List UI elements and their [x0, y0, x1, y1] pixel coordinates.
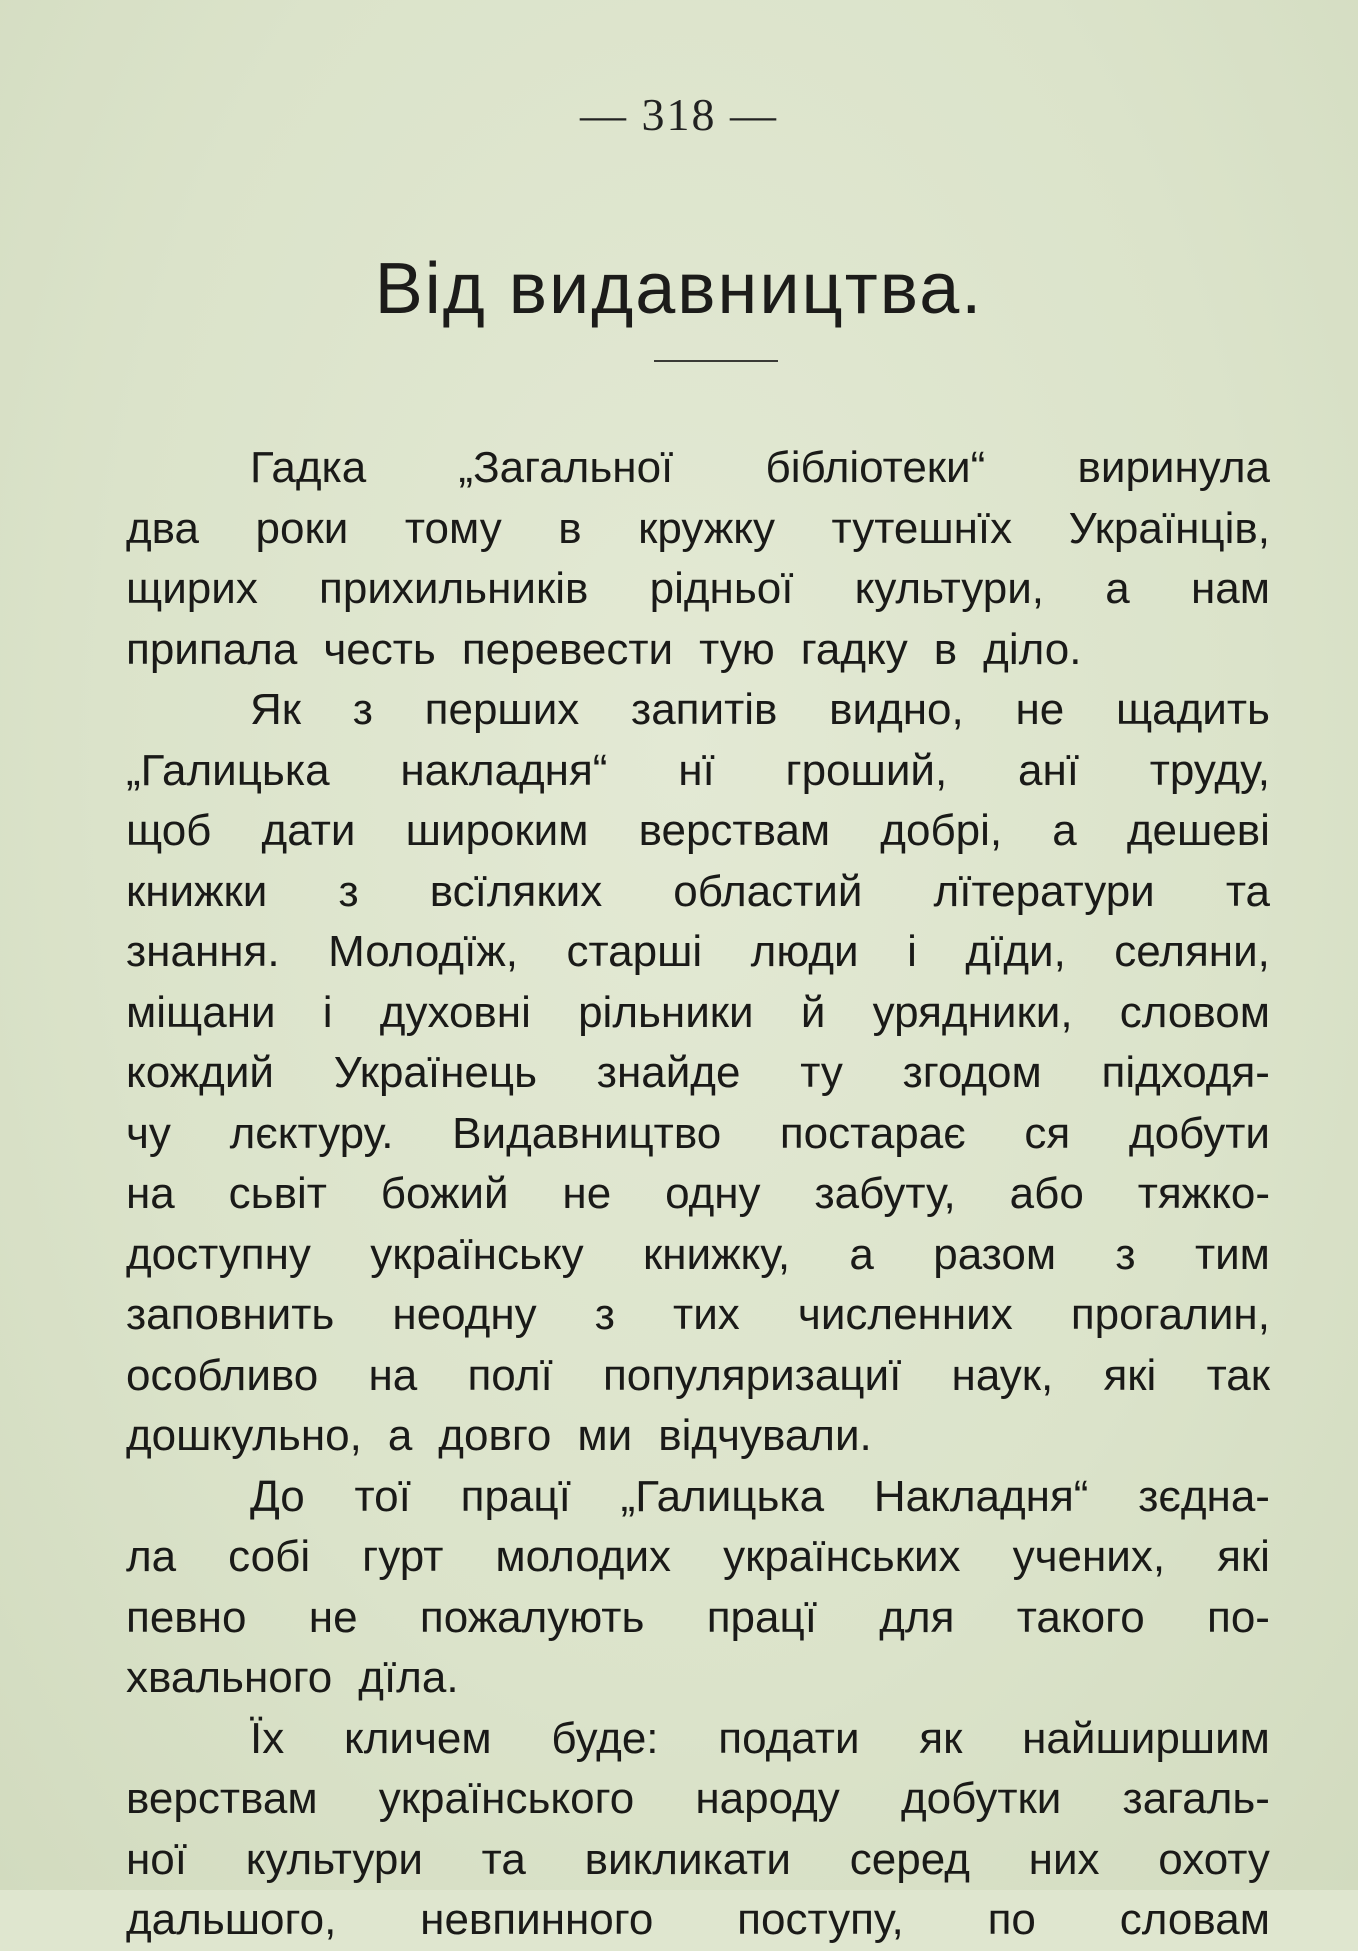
text-line [126, 1830, 1270, 1891]
word: старші [566, 927, 703, 976]
word: певно [126, 1592, 247, 1642]
word: діло. [983, 624, 1082, 674]
text-line [126, 559, 1270, 620]
word: на [126, 1169, 175, 1218]
word: так [1206, 1350, 1270, 1400]
word: охоту [1158, 1834, 1270, 1884]
word: а [1052, 806, 1077, 855]
word: „Загальної [458, 443, 674, 492]
word: прихильників [319, 564, 589, 613]
word: та [481, 1834, 526, 1884]
word: „Галицька [620, 1471, 825, 1521]
word: молодих [495, 1532, 672, 1581]
text-line [126, 1527, 1270, 1588]
word: щирих [126, 564, 258, 613]
word: нам [1190, 564, 1270, 613]
text-line [126, 1043, 1270, 1104]
word: лєктуру. [229, 1108, 394, 1158]
word: разом [933, 1229, 1057, 1279]
word: широким [405, 806, 589, 855]
text-line [126, 1890, 1270, 1951]
word: заповнить [126, 1290, 335, 1339]
text-line [126, 1648, 1270, 1709]
word: Молодїж, [328, 927, 518, 976]
word: труду, [1149, 745, 1270, 795]
word: Накладня“ [873, 1471, 1089, 1521]
word: всїляких [429, 866, 603, 916]
word: честь [323, 624, 436, 674]
word: люди [750, 927, 859, 976]
word: і [322, 987, 333, 1037]
word: популяризациї [602, 1350, 902, 1400]
word: добрі, [880, 806, 1003, 855]
word: працї [460, 1471, 571, 1521]
text-line [126, 620, 1270, 681]
word: з [338, 866, 359, 916]
word: для [879, 1592, 955, 1642]
word: До [250, 1471, 305, 1521]
word: в [933, 624, 958, 674]
word: українського [378, 1774, 635, 1823]
word: культури, [854, 564, 1045, 613]
word: тую [699, 624, 775, 674]
text-line [126, 680, 1270, 741]
word: тяжко- [1137, 1169, 1270, 1218]
word: буде: [551, 1713, 659, 1763]
word: учених, [1012, 1532, 1166, 1581]
word: культури [245, 1834, 423, 1884]
title-divider [654, 360, 778, 362]
word: довго [438, 1411, 552, 1460]
word: книжки [126, 866, 268, 916]
word: них [1028, 1834, 1100, 1884]
word: з [352, 685, 373, 734]
text-line [126, 499, 1270, 560]
word: Як [250, 685, 302, 734]
word: Їх [250, 1713, 285, 1763]
word: Українець [333, 1048, 538, 1097]
word: тутешнїх [831, 503, 1013, 553]
word: знання. [126, 927, 280, 976]
word: дати [261, 806, 356, 855]
text-line [126, 1588, 1270, 1649]
word: селяни, [1114, 927, 1270, 976]
text-line [126, 741, 1270, 802]
word: щоб [126, 806, 212, 855]
word: областий [673, 866, 863, 916]
word: виринула [1077, 443, 1270, 492]
word: урядники, [872, 987, 1073, 1037]
word: Гадка [250, 443, 367, 492]
word: не [1015, 685, 1065, 734]
text-line [126, 438, 1270, 499]
word: ми [577, 1411, 633, 1460]
word: дешеві [1126, 806, 1270, 855]
word: дальшого, [126, 1895, 337, 1944]
word: не [308, 1592, 358, 1642]
word: пожалують [419, 1592, 645, 1642]
word: та [1225, 866, 1270, 916]
text-line [126, 801, 1270, 862]
word: ної [126, 1834, 187, 1884]
text-line [126, 1406, 1270, 1467]
word: два [126, 503, 200, 553]
text-line [126, 922, 1270, 983]
word: божий [380, 1169, 509, 1218]
text-line [126, 1346, 1270, 1407]
word: щадить [1115, 685, 1270, 734]
word: народу [695, 1774, 840, 1823]
word: згодом [902, 1048, 1042, 1097]
word: зєдна- [1138, 1471, 1270, 1521]
word: рідньої [649, 564, 794, 613]
word: кождий [126, 1048, 274, 1097]
word: добутки [900, 1774, 1062, 1823]
word: Видавництво [452, 1108, 722, 1158]
text-line [126, 1104, 1270, 1165]
text-line [126, 1225, 1270, 1286]
word: припала [126, 624, 298, 674]
word: тої [354, 1471, 411, 1521]
text-line [126, 1285, 1270, 1346]
word: доступну [126, 1229, 311, 1279]
word: постарає [779, 1108, 966, 1158]
word: рільники [578, 987, 754, 1037]
word: поступу, [737, 1895, 904, 1944]
text-line [126, 1769, 1270, 1830]
word: знайде [596, 1048, 741, 1097]
word: ту [800, 1048, 843, 1097]
word: нї [678, 745, 715, 795]
word: підходя- [1101, 1048, 1270, 1097]
word: запитів [631, 685, 778, 734]
word: гроший, [785, 745, 948, 795]
word: працї [706, 1592, 817, 1642]
word: або [1009, 1169, 1084, 1218]
word: анї [1017, 745, 1079, 795]
word: найширшим [1022, 1713, 1270, 1763]
word: ла [126, 1532, 177, 1581]
word: полї [467, 1350, 553, 1400]
word: відчували. [658, 1411, 872, 1460]
word: дошкульно, [126, 1411, 362, 1460]
word: по- [1207, 1592, 1270, 1642]
word: кружку [638, 503, 776, 553]
text-line [126, 862, 1270, 923]
word: і [907, 927, 917, 976]
word: духовні [379, 987, 531, 1037]
word: не [562, 1169, 612, 1218]
word: лїтератури [933, 866, 1155, 916]
word: по [987, 1895, 1036, 1944]
word: роки [255, 503, 349, 553]
word: такого [1016, 1592, 1145, 1642]
word: міщани [126, 987, 276, 1037]
word: чу [126, 1108, 171, 1158]
word: „Галицька [126, 745, 330, 795]
word: книжку, [642, 1229, 791, 1279]
word: українську [370, 1229, 584, 1279]
word: а [387, 1411, 413, 1460]
word: наук, [951, 1350, 1054, 1400]
word: гадку [800, 624, 908, 674]
word: собі [228, 1532, 311, 1581]
word: як [919, 1713, 963, 1763]
word: загаль- [1122, 1774, 1270, 1823]
word: з [594, 1290, 615, 1339]
body-text [126, 438, 1270, 1951]
word: які [1217, 1532, 1270, 1581]
word: хвального [126, 1653, 333, 1702]
word: прогалин, [1070, 1290, 1270, 1339]
word: ся [1024, 1108, 1071, 1158]
word: словом [1119, 987, 1270, 1037]
word: й [800, 987, 826, 1037]
word: видно, [829, 685, 964, 734]
text-line [126, 1467, 1270, 1528]
word: накладня“ [400, 745, 608, 795]
text-line [126, 983, 1270, 1044]
word: словам [1119, 1895, 1270, 1944]
word: серед [849, 1834, 970, 1884]
word: неодну [392, 1290, 537, 1339]
word: з [1115, 1229, 1136, 1279]
word: дїла. [358, 1653, 459, 1702]
word: кличем [343, 1713, 492, 1763]
word: дїди, [965, 927, 1066, 976]
word: а [1105, 564, 1130, 613]
word: верствам [126, 1774, 318, 1823]
word: які [1103, 1350, 1157, 1400]
word: верствам [638, 806, 831, 855]
word: одну [665, 1169, 761, 1218]
section-title: Від видавництва. [374, 249, 984, 329]
word: тому [404, 503, 502, 553]
word: в [558, 503, 582, 553]
word: перших [424, 685, 580, 734]
word: а [849, 1229, 874, 1279]
word: добути [1128, 1108, 1270, 1158]
word: особливо [126, 1350, 319, 1400]
word: бібліотеки“ [765, 443, 986, 492]
text-line [126, 1164, 1270, 1225]
page-number: — 318 — [580, 89, 778, 140]
word: сьвіт [228, 1169, 327, 1218]
word: Українців, [1068, 503, 1270, 553]
text-line [126, 1709, 1270, 1770]
word: забуту, [814, 1169, 956, 1218]
word: на [368, 1350, 418, 1400]
word: тим [1194, 1229, 1270, 1279]
word: численних [797, 1290, 1013, 1339]
word: викликати [584, 1834, 791, 1884]
word: невпинного [420, 1895, 654, 1944]
word: перевести [461, 624, 674, 674]
word: українських [723, 1532, 961, 1581]
word: гурт [362, 1532, 444, 1581]
word: подати [718, 1713, 860, 1763]
word: тих [673, 1290, 740, 1339]
